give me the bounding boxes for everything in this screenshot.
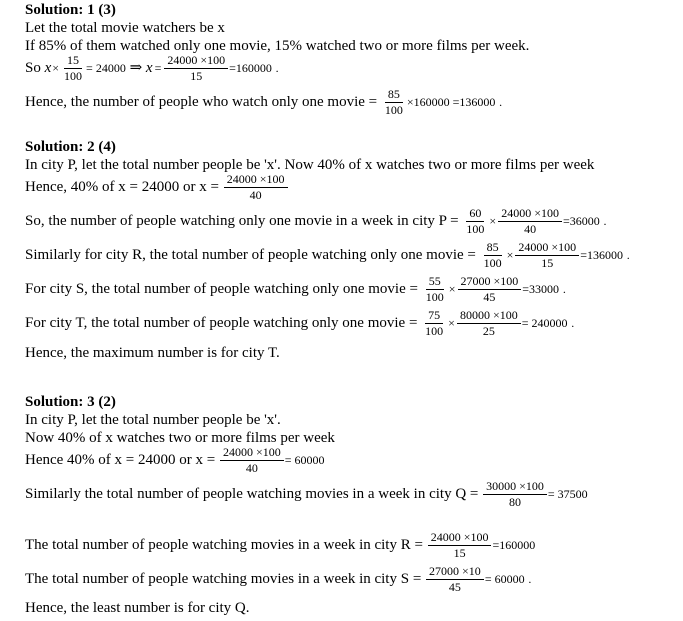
fraction-numerator: 24000 ×100 xyxy=(515,241,579,256)
equals-sign: = xyxy=(154,61,162,75)
line-text: Hence 40% of x = 24000 or x = xyxy=(25,452,216,468)
eq-result: =160000 xyxy=(229,61,272,75)
fraction-numerator: 24000 ×100 xyxy=(164,54,228,69)
line-text: For city T, the total number of people watching only one movie = xyxy=(25,315,418,331)
fraction-numerator: 27000 ×10 xyxy=(426,565,484,580)
solution-3-heading: Solution: 3 (2) xyxy=(25,394,116,410)
fraction xyxy=(423,275,447,304)
eq-result: =36000 xyxy=(562,214,600,228)
solution-1-heading: Solution: 1 (3) xyxy=(25,2,116,18)
fraction xyxy=(61,54,85,83)
fraction-denominator: 100 xyxy=(425,290,444,304)
fraction xyxy=(220,446,284,475)
eq-result: =160000 xyxy=(492,538,536,552)
fraction-numerator: 75 xyxy=(425,309,443,324)
fraction xyxy=(428,531,492,560)
eq-result: = 60000 xyxy=(284,453,325,467)
fraction-numerator: 60 xyxy=(466,207,484,222)
fraction xyxy=(422,309,446,338)
line-text: The total number of people watching movies in a week in city R = xyxy=(25,537,423,553)
eq-prefix: So xyxy=(25,60,41,76)
solution-3-line-2: Now 40% of x watches two or more films per week xyxy=(25,430,335,446)
fraction-numerator: 15 xyxy=(64,54,82,69)
line-text: Similarly for city R, the total number of people watching only one movie = xyxy=(25,247,476,263)
fraction xyxy=(463,207,487,236)
fraction xyxy=(481,241,505,270)
solution-2-line-1: In city P, let the total number people be 'x'. Now 40% of x watches two or more films per week xyxy=(25,157,595,173)
eq-result: = 37500 xyxy=(547,487,588,501)
fraction xyxy=(164,54,228,83)
fraction-numerator: 24000 ×100 xyxy=(220,446,284,461)
line-text: For city S, the total number of people watching only one movie = xyxy=(25,281,418,297)
conclusion-text: Hence, the number of people who watch only one movie = xyxy=(25,94,378,110)
fraction-numerator: 85 xyxy=(385,88,403,103)
fraction-denominator: 100 xyxy=(64,69,83,83)
line-text: Similarly the total number of people watching movies in a week in city Q = xyxy=(25,486,479,502)
fraction-denominator: 40 xyxy=(249,188,262,202)
times-sign: × xyxy=(506,248,514,262)
solution-2-line-2 xyxy=(25,173,289,202)
eq-variable: x xyxy=(44,60,52,76)
solution-3-city-p xyxy=(25,446,325,475)
period: . xyxy=(571,316,575,330)
solution-3-city-r xyxy=(25,531,535,560)
fraction xyxy=(515,241,579,270)
solution-1-equation xyxy=(25,54,279,83)
solution-2-city-s xyxy=(25,275,566,304)
fraction-denominator: 100 xyxy=(425,324,444,338)
period: . xyxy=(562,282,566,296)
times-sign: × xyxy=(489,214,497,228)
fraction-denominator: 45 xyxy=(448,580,461,594)
solution-2-conclusion: Hence, the maximum number is for city T. xyxy=(25,345,280,361)
fraction xyxy=(426,565,484,594)
fraction-numerator: 24000 ×100 xyxy=(428,531,492,546)
fraction-numerator: 80000 ×100 xyxy=(457,309,521,324)
period: . xyxy=(528,572,532,586)
period: . xyxy=(499,95,503,109)
solution-1-line-2: If 85% of them watched only one movie, 15% watched two or more films per week. xyxy=(25,38,530,54)
fraction-denominator: 80 xyxy=(509,495,521,509)
fraction xyxy=(483,480,547,509)
eq-result: = 60000 xyxy=(484,572,525,586)
fraction-denominator: 40 xyxy=(245,461,258,475)
fraction-denominator: 15 xyxy=(190,69,203,83)
fraction-denominator: 15 xyxy=(541,256,554,270)
fraction-numerator: 24000 ×100 xyxy=(224,173,288,188)
times-sign: × xyxy=(448,316,455,330)
period: . xyxy=(626,248,630,262)
implies-arrow: ⇒ xyxy=(129,60,143,76)
fraction-denominator: 25 xyxy=(482,324,495,338)
solution-2-city-p xyxy=(25,207,607,236)
fraction xyxy=(498,207,562,236)
fraction-denominator: 15 xyxy=(453,546,466,560)
fraction-denominator: 40 xyxy=(524,222,537,236)
eq-result: =33000 xyxy=(522,282,560,296)
eq-variable: x xyxy=(145,60,153,76)
eq-value: = 24000 xyxy=(86,61,126,75)
solution-2-city-r xyxy=(25,241,630,270)
solution-3-conclusion: Hence, the least number is for city Q. xyxy=(25,600,250,616)
solution-1-conclusion xyxy=(25,88,502,117)
solution-2-heading: Solution: 2 (4) xyxy=(25,139,116,155)
fraction-numerator: 55 xyxy=(426,275,444,290)
period: . xyxy=(603,214,607,228)
eq-result: =136000 xyxy=(580,248,623,262)
line-text: So, the number of people watching only one movie in a week in city P = xyxy=(25,213,459,229)
fraction-denominator: 100 xyxy=(466,222,485,236)
fraction xyxy=(224,173,288,202)
solution-3-line-1: In city P, let the total number people be 'x'. xyxy=(25,412,281,428)
times-sign: × xyxy=(448,282,456,296)
line-text: Hence, 40% of x = 24000 or x = xyxy=(25,179,219,195)
fraction-denominator: 45 xyxy=(483,290,496,304)
fraction-denominator: 100 xyxy=(483,256,502,270)
fraction xyxy=(457,309,521,338)
solution-2-city-t xyxy=(25,309,574,338)
fraction-numerator: 30000 ×100 xyxy=(483,480,547,495)
fraction xyxy=(458,275,522,304)
solution-3-city-q xyxy=(25,480,588,509)
solution-3-city-s xyxy=(25,565,531,594)
eq-result: = 240000 xyxy=(521,316,568,330)
times-sign: × xyxy=(52,61,60,75)
fraction xyxy=(382,88,406,117)
eq-result: ×160000 =136000 xyxy=(406,95,496,109)
line-text: The total number of people watching movies in a week in city S = xyxy=(25,571,422,587)
fraction-numerator: 85 xyxy=(484,241,502,256)
fraction-denominator: 100 xyxy=(384,103,403,117)
period: . xyxy=(275,61,279,75)
fraction-numerator: 27000 ×100 xyxy=(458,275,522,290)
fraction-numerator: 24000 ×100 xyxy=(498,207,562,222)
solution-1-line-1: Let the total movie watchers be x xyxy=(25,20,225,36)
